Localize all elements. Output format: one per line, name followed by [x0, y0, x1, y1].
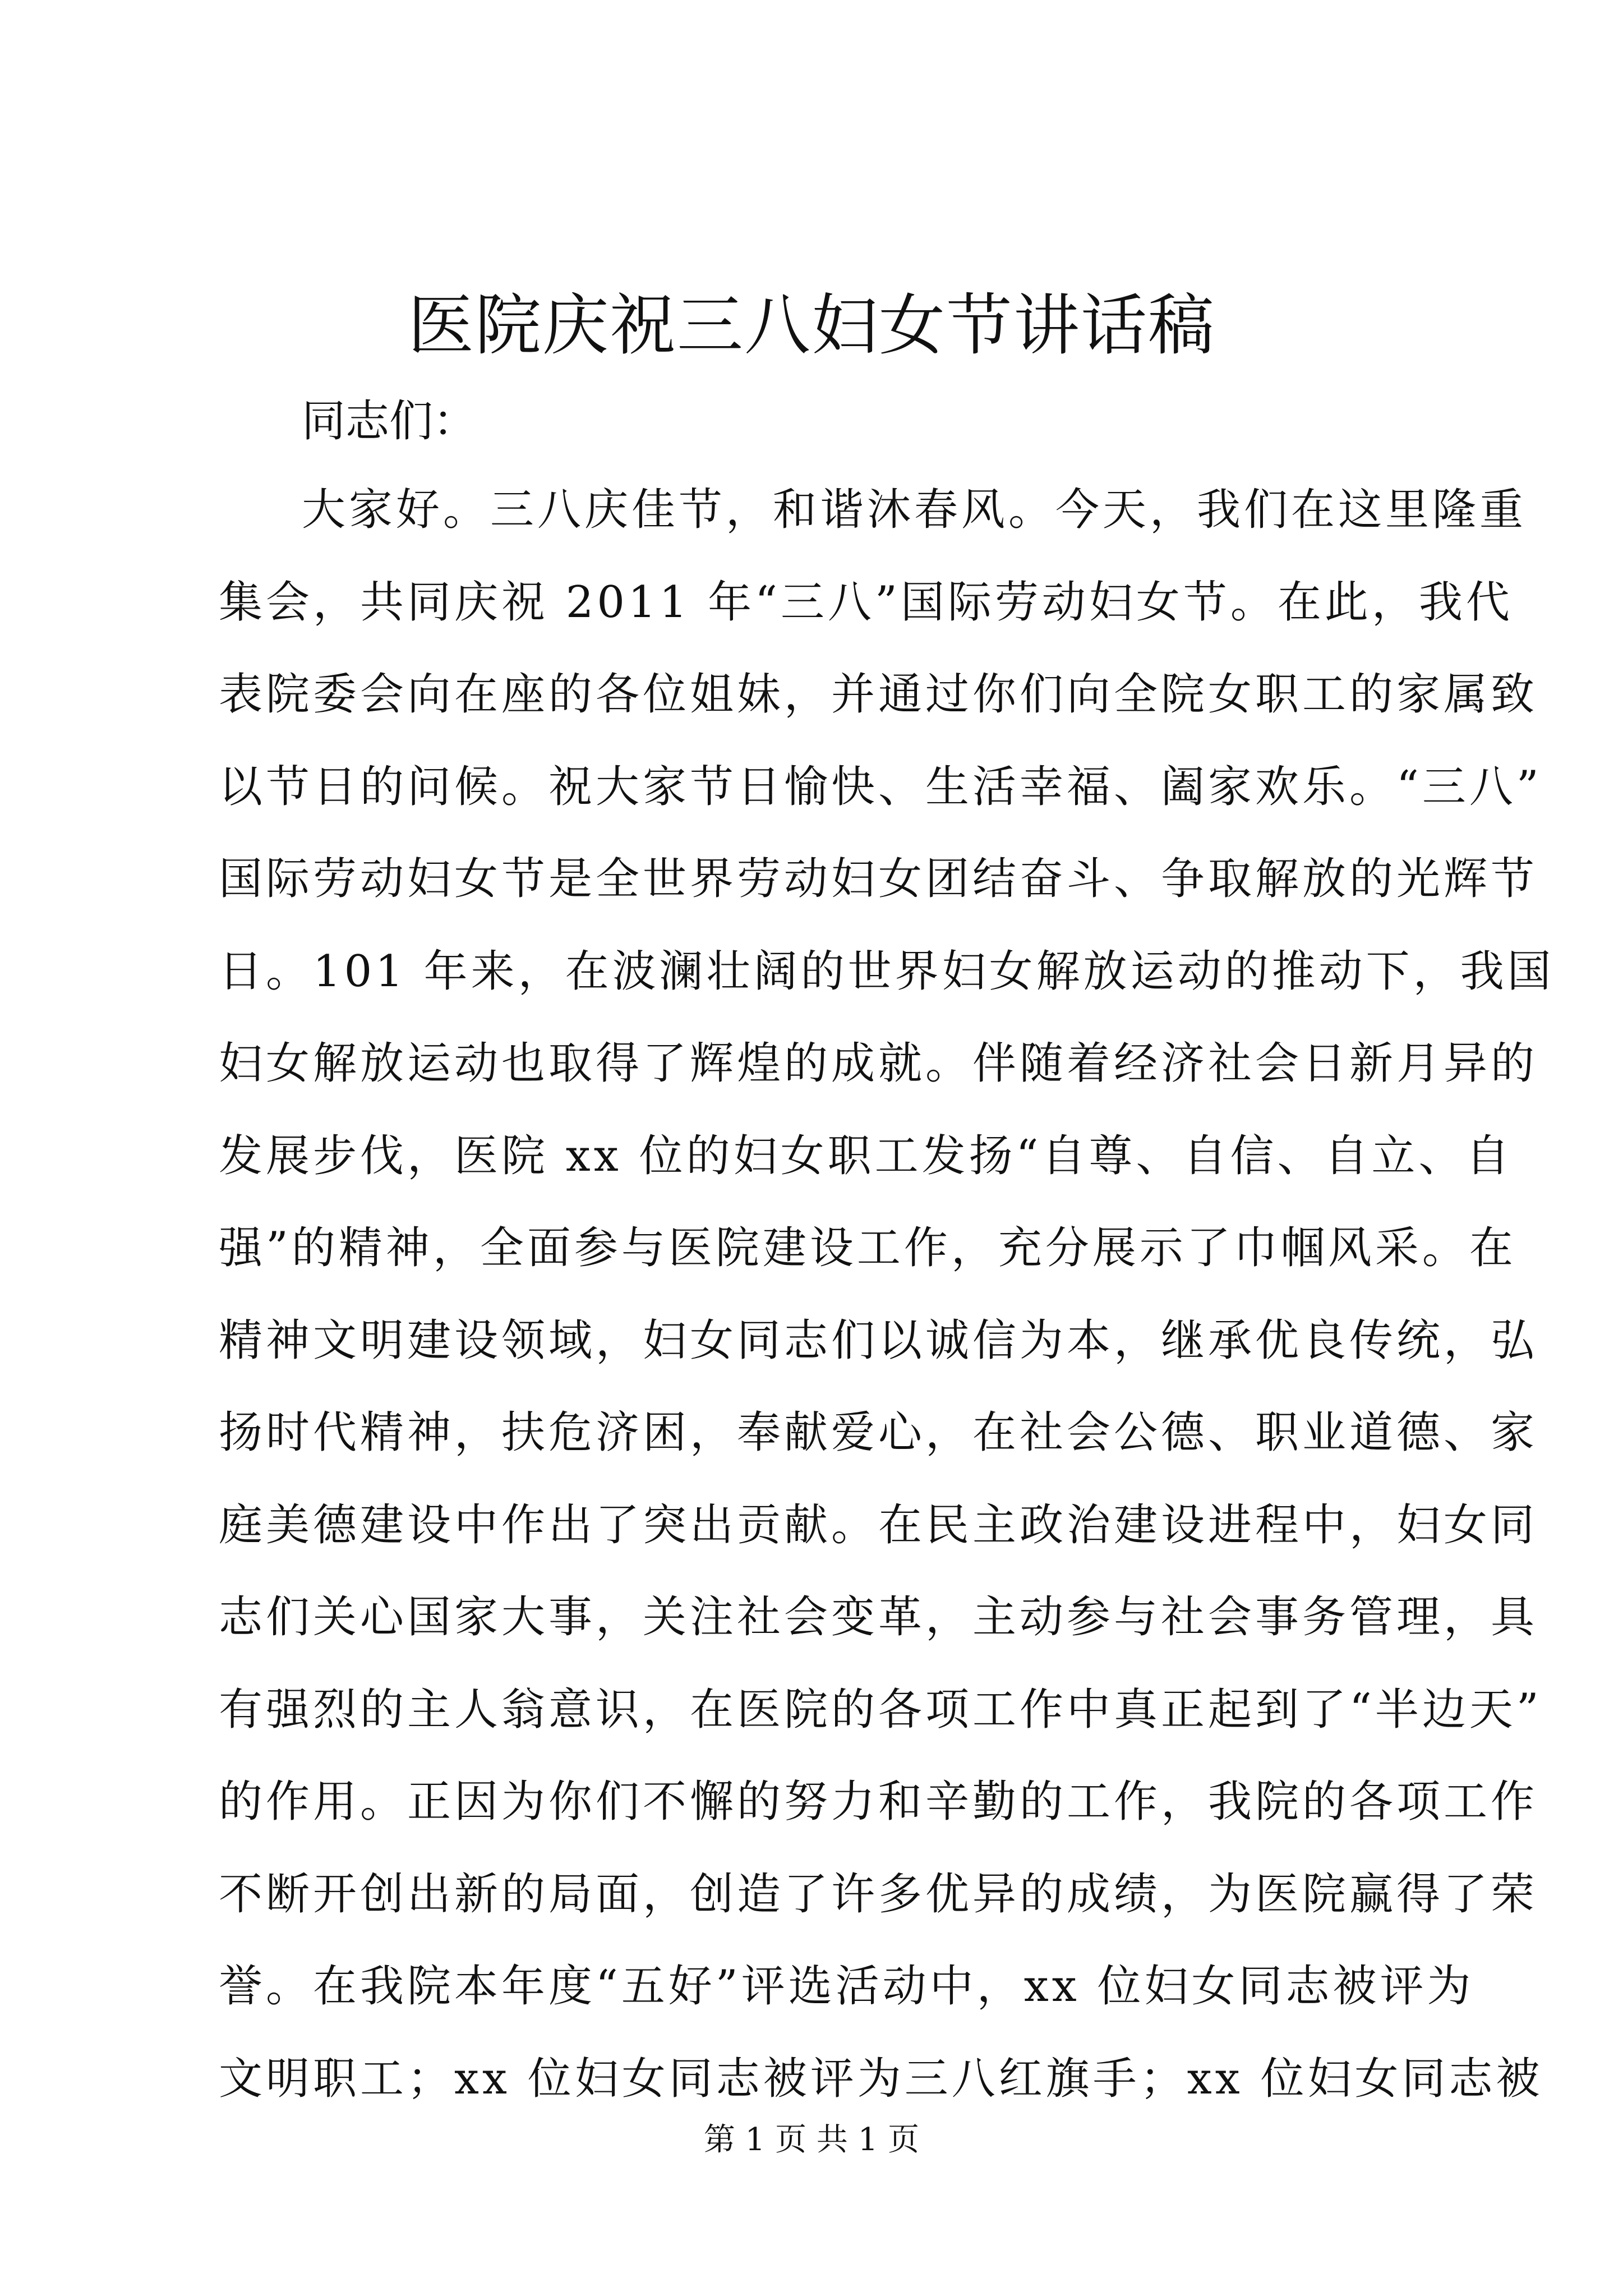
- body-line: 精神文明建设领域，妇女同志们以诚信为本，继承优良传统，弘: [219, 1315, 1538, 1366]
- body-line: 强”的精神，全面参与医院建设工作，充分展示了巾帼风采。在: [219, 1223, 1516, 1273]
- body-line: 庭美德建设中作出了突出贡献。在民主政治建设进程中，妇女同: [219, 1499, 1538, 1550]
- body-line: 发展步伐，医院 xx 位的妇女职工发扬“自尊、自信、自立、自: [219, 1130, 1513, 1181]
- body-line: 大家好。三八庆佳节，和谐沐春风。今天，我们在这里隆重: [302, 485, 1527, 535]
- body-line: 集会，共同庆祝 2011 年“三八”国际劳动妇女节。在此，我代: [219, 577, 1513, 628]
- body-line: 扬时代精神，扶危济困，奉献爱心，在社会公德、职业道德、家: [219, 1407, 1538, 1458]
- speech-body: [219, 464, 1555, 2125]
- salutation: 同志们：: [302, 396, 477, 447]
- body-line: 表院委会向在座的各位姐妹，并通过你们向全院女职工的家属致: [219, 669, 1538, 720]
- body-line: 以节日的问候。祝大家节日愉快、生活幸福、阖家欢乐。“三八”: [219, 761, 1542, 812]
- document-title: 医院庆祝三八妇女节讲话稿: [407, 287, 1215, 364]
- body-line: 有强烈的主人翁意识，在医院的各项工作中真正起到了“半边天”: [219, 1684, 1542, 1735]
- body-line: 文明职工；xx 位妇女同志被评为三八红旗手；xx 位妇女同志被: [219, 2053, 1543, 2104]
- body-line: 不断开创出新的局面，创造了许多优异的成绩，为医院赢得了荣: [219, 1869, 1538, 1920]
- body-line: 妇女解放运动也取得了辉煌的成就。伴随着经济社会日新月异的: [219, 1038, 1538, 1089]
- body-line: 的作用。正因为你们不懈的努力和辛勤的工作，我院的各项工作: [219, 1777, 1538, 1827]
- body-line: 志们关心国家大事，关注社会变革，主动参与社会事务管理，具: [219, 1592, 1538, 1642]
- page-footer: 第 1 页 共 1 页: [703, 2122, 920, 2158]
- body-line: 国际劳动妇女节是全世界劳动妇女团结奋斗、争取解放的光辉节: [219, 854, 1538, 904]
- body-line: 誉。在我院本年度“五好”评选活动中，xx 位妇女同志被评为: [219, 1961, 1474, 2012]
- body-line: 日。101 年来，在波澜壮阔的世界妇女解放运动的推动下，我国: [219, 946, 1555, 997]
